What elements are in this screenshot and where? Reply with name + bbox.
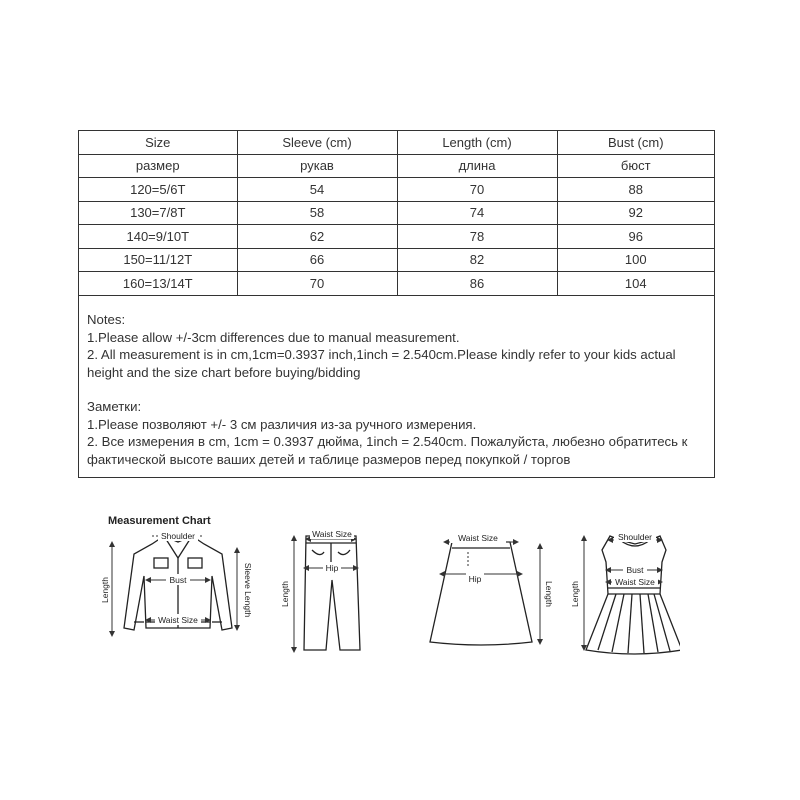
notes-block — [87, 311, 707, 468]
table-cell: Bust (cm) — [557, 131, 714, 154]
table-cell: Sleeve (cm) — [237, 131, 397, 154]
table-cell: 86 — [397, 272, 557, 296]
dress-length-label: Length — [570, 581, 580, 607]
table-cell: 58 — [237, 201, 397, 225]
notes-line-1: 1.Please allow +/-3cm differences due to manual measurement. — [87, 329, 460, 345]
table-row — [79, 272, 714, 296]
dress-diagram — [586, 536, 680, 654]
measurement-chart — [100, 510, 680, 670]
shirt-waist-label: Waist Size — [158, 615, 198, 625]
notes-title: Notes: — [87, 312, 126, 327]
skirt-hip-label: Hip — [468, 574, 482, 584]
table-cell: длина — [397, 154, 557, 178]
table-cell: бюст — [557, 154, 714, 178]
shirt-length-label: Length — [100, 577, 110, 603]
dress-waist-label: Waist Size — [615, 577, 655, 587]
measurement-diagrams — [100, 510, 680, 670]
dress-bust-label: Bust — [626, 565, 644, 575]
table-cell: 96 — [557, 225, 714, 249]
pants-length-label: Length — [280, 581, 290, 607]
notes-line-2-ru: 2. Все измерения в cm, 1cm = 0.3937 дюйма, 1inch = 2.540cm. Пожалуйста, любезно обратитесь к фактической высоте ваших детей и таблице размеров перед покупкой / торгов — [87, 434, 688, 467]
table-cell: 100 — [557, 248, 714, 272]
dress-shoulder-label: Shoulder — [617, 532, 653, 542]
table-row — [79, 225, 714, 249]
measurement-chart-title: Measurement Chart — [108, 515, 211, 527]
table-header-row — [79, 131, 714, 154]
size-chart-sheet — [78, 130, 715, 478]
shirt-sleeve-length-label: Sleeve Length — [243, 562, 253, 618]
table-cell: 140=9/10T — [79, 225, 237, 249]
table-cell: 130=7/8T — [79, 201, 237, 225]
notes-line-1-ru: 1.Please позволяют +/- 3 см различия из-за ручного измерения. — [87, 416, 477, 432]
table-cell: 54 — [237, 178, 397, 202]
table-cell: 62 — [237, 225, 397, 249]
table-cell: 160=13/14T — [79, 272, 237, 296]
size-table — [79, 131, 714, 296]
pants-hip-label: Hip — [325, 563, 339, 573]
table-cell: 150=11/12T — [79, 248, 237, 272]
notes-title-ru: Заметки: — [87, 399, 142, 414]
pants-waist-label: Waist Size — [312, 529, 352, 539]
table-cell: 120=5/6T — [79, 178, 237, 202]
table-cell: 104 — [557, 272, 714, 296]
skirt-length-label: Length — [544, 581, 554, 607]
table-cell: рукав — [237, 154, 397, 178]
table-cell: 66 — [237, 248, 397, 272]
notes-line-2: 2. All measurement is in cm,1cm=0.3937 inch,1inch = 2.540cm.Please kindly refer to your kids actual height and the size chart before buying/bidding — [87, 347, 676, 380]
table-cell: размер — [79, 154, 237, 178]
table-cell: 88 — [557, 178, 714, 202]
table-cell: 92 — [557, 201, 714, 225]
table-header-row-ru — [79, 154, 714, 178]
table-cell: 82 — [397, 248, 557, 272]
table-row — [79, 248, 714, 272]
shirt-shoulder-label: Shoulder — [160, 531, 196, 541]
table-cell: Size — [79, 131, 237, 154]
table-row — [79, 201, 714, 225]
shirt-bust-label: Bust — [169, 575, 187, 585]
table-cell: 78 — [397, 225, 557, 249]
table-row — [79, 178, 714, 202]
table-cell: 70 — [397, 178, 557, 202]
table-cell: 74 — [397, 201, 557, 225]
skirt-waist-label: Waist Size — [458, 533, 498, 543]
pants-diagram — [304, 536, 360, 650]
table-cell: Length (cm) — [397, 131, 557, 154]
table-cell: 70 — [237, 272, 397, 296]
skirt-diagram — [430, 542, 532, 645]
